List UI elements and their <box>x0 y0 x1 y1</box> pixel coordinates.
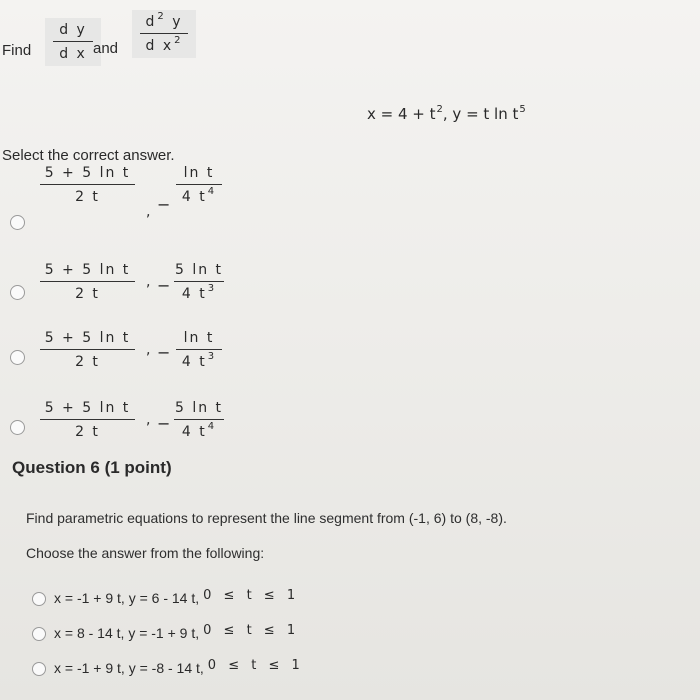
second-derivative-numerator <box>145 11 183 30</box>
second-derivative-fraction <box>132 10 196 58</box>
option-3-left-denominator: 2 t <box>75 354 100 370</box>
second-derivative-dx: d x <box>145 38 174 54</box>
option-3-minus: − <box>157 343 171 362</box>
question-6-text: Find parametric equations to represent the line segment from (-1, 6) to (8, -8). <box>26 510 507 526</box>
option-2-right-den-base: 4 t <box>181 286 207 302</box>
option-1-right-numerator: ln t <box>183 165 215 181</box>
option-3-separator: , <box>146 342 151 358</box>
second-derivative-y: y <box>172 14 183 30</box>
option-2-separator: , <box>146 274 151 290</box>
option-4-right-fraction <box>174 400 224 440</box>
fraction-bar <box>53 41 93 42</box>
option-3-radio[interactable] <box>10 350 25 365</box>
option-2-left-denominator: 2 t <box>75 286 100 302</box>
fraction-bar <box>176 184 222 185</box>
option-2-left-numerator: 5 + 5 ln t <box>44 262 131 278</box>
option-4-left-fraction <box>40 400 135 440</box>
q6-option-1-text <box>54 590 299 607</box>
choose-answer-label: Choose the answer from the following: <box>26 545 265 561</box>
q6-option-3-text <box>54 660 304 677</box>
equation-y-part: , y = t ln t <box>442 105 519 123</box>
q6-option-3-radio[interactable] <box>32 662 46 676</box>
option-3-right-fraction <box>176 330 222 370</box>
option-4-radio[interactable] <box>10 420 25 435</box>
q6-option-2-text <box>54 625 299 642</box>
fraction-bar <box>40 184 135 185</box>
option-1-right-den-base: 4 t <box>181 189 207 205</box>
fraction-bar <box>140 33 188 34</box>
option-1-radio[interactable] <box>10 215 25 230</box>
option-4-left-numerator: 5 + 5 ln t <box>44 400 131 416</box>
first-derivative-denominator: d x <box>59 46 87 62</box>
option-4-separator: , <box>146 412 151 428</box>
option-4-right-numerator: 5 ln t <box>174 400 224 416</box>
option-2-right-fraction <box>174 262 224 302</box>
select-answer-label: Select the correct answer. <box>2 147 175 164</box>
q6-option-1-equation: x = -1 + 9 t, y = 6 - 14 t, <box>54 590 200 606</box>
option-1-right-den-exponent: 4 <box>207 186 217 197</box>
q6-option-2-radio[interactable] <box>32 627 46 641</box>
option-4-right-den-exponent: 4 <box>207 421 217 432</box>
question-6-title: Question 6 (1 point) <box>12 458 172 477</box>
option-2-right-den-exponent: 3 <box>207 283 217 294</box>
fraction-bar <box>176 349 222 350</box>
option-4-left-denominator: 2 t <box>75 424 100 440</box>
fraction-bar <box>40 419 135 420</box>
option-4-minus: − <box>157 414 171 433</box>
find-label: Find <box>2 42 32 59</box>
option-1-minus: − <box>157 195 171 214</box>
q6-option-2-range: 0 ≤ t ≤ 1 <box>203 623 300 638</box>
option-2-left-fraction <box>40 262 135 302</box>
fraction-bar <box>174 419 224 420</box>
q6-option-1-radio[interactable] <box>32 592 46 606</box>
option-1-right-fraction <box>176 165 222 205</box>
equation-y-exponent: 5 <box>519 104 526 115</box>
equation-x-exponent: 2 <box>436 104 443 115</box>
second-derivative-den-exponent: 2 <box>174 35 183 46</box>
option-3-left-numerator: 5 + 5 ln t <box>44 330 131 346</box>
q6-option-2-equation: x = 8 - 14 t, y = -1 + 9 t, <box>54 625 200 641</box>
option-3-right-numerator: ln t <box>183 330 215 346</box>
option-2-radio[interactable] <box>10 285 25 300</box>
q6-option-1-range: 0 ≤ t ≤ 1 <box>203 588 300 603</box>
option-1-left-denominator: 2 t <box>75 189 100 205</box>
option-4-right-den-base: 4 t <box>181 424 207 440</box>
option-2-minus: − <box>157 276 171 295</box>
q6-option-3-range: 0 ≤ t ≤ 1 <box>207 658 304 673</box>
option-1-separator: , <box>146 204 151 220</box>
second-derivative-d: d <box>145 14 157 30</box>
option-1-right-denominator <box>181 186 217 205</box>
option-1-left-numerator: 5 + 5 ln t <box>44 165 131 181</box>
fraction-bar <box>174 281 224 282</box>
option-4-right-denominator <box>181 421 217 440</box>
option-3-right-den-exponent: 3 <box>207 351 217 362</box>
option-2-right-numerator: 5 ln t <box>174 262 224 278</box>
second-derivative-num-exponent: 2 <box>157 11 166 22</box>
option-2-right-denominator <box>181 283 217 302</box>
equation-x-part: x = 4 + t <box>367 105 436 123</box>
option-3-left-fraction <box>40 330 135 370</box>
option-1-left-fraction <box>40 165 135 205</box>
second-derivative-denominator <box>145 35 183 54</box>
fraction-bar <box>40 281 135 282</box>
first-derivative-numerator: d y <box>59 22 87 38</box>
q6-option-3-equation: x = -1 + 9 t, y = -8 - 14 t, <box>54 660 204 676</box>
option-3-right-den-base: 4 t <box>181 354 207 370</box>
option-3-right-denominator <box>181 351 217 370</box>
and-label: and <box>93 40 119 57</box>
parametric-equation <box>367 105 526 123</box>
fraction-bar <box>40 349 135 350</box>
